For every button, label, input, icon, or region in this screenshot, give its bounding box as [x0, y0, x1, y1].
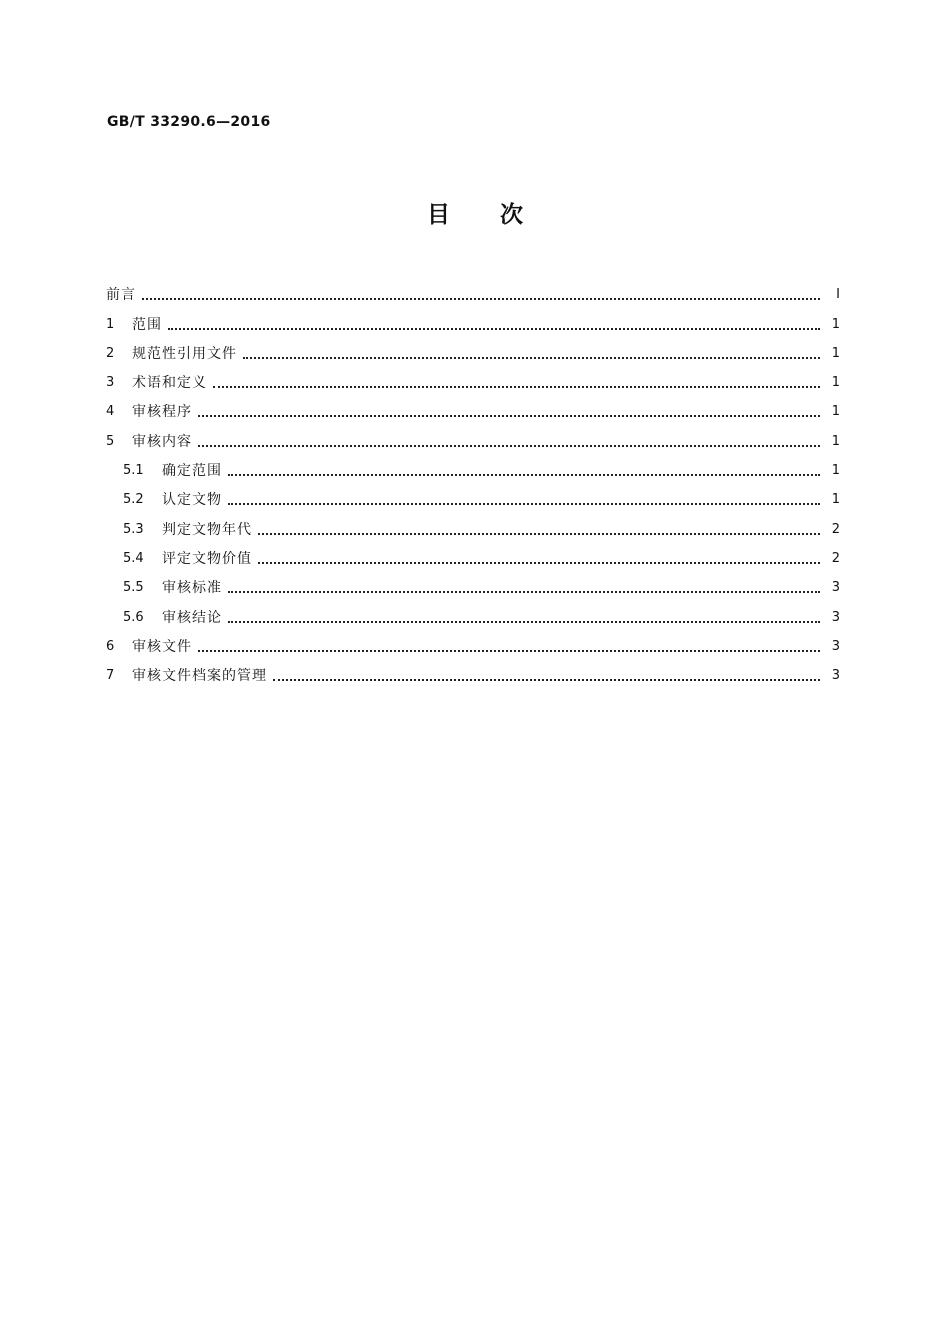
- toc-entry-label: 审核文件: [132, 638, 192, 655]
- standard-code: GB/T 33290.6—2016: [107, 114, 271, 130]
- toc-entry-page: 2: [831, 550, 840, 566]
- toc-entry-number: 5: [106, 433, 115, 449]
- toc-entry-label: 审核内容: [132, 433, 192, 450]
- toc-dot-leader: [228, 490, 820, 510]
- toc-entry-label: 审核文件档案的管理: [132, 668, 267, 685]
- toc-entry-page: 1: [831, 345, 840, 361]
- toc-dot-leader: [228, 608, 820, 628]
- toc-entry-number: 1: [106, 316, 115, 332]
- toc-dot-leader: [168, 315, 820, 335]
- toc-entry-label: 评定文物价值: [162, 550, 252, 567]
- toc-dot-leader: [228, 461, 820, 481]
- toc-entry-page: 1: [831, 463, 840, 479]
- toc-entry-number: 5.5: [123, 580, 144, 596]
- toc-entry-page: 3: [831, 638, 840, 654]
- toc-dot-leader: [142, 285, 820, 305]
- toc-entry-page: 2: [831, 521, 840, 537]
- toc-entry-label: 规范性引用文件: [132, 345, 237, 362]
- toc-dot-leader: [198, 637, 820, 657]
- toc-entry-number: 4: [106, 404, 115, 420]
- toc-entry[interactable]: [106, 481, 840, 510]
- toc-entry[interactable]: [106, 569, 840, 598]
- toc-dot-leader: [258, 549, 820, 569]
- toc-dot-leader: [228, 578, 820, 598]
- toc-entry-label: 认定文物: [162, 492, 222, 509]
- toc-entry-page: 3: [831, 580, 840, 596]
- toc-entry-page: 1: [831, 316, 840, 332]
- table-of-contents: [106, 276, 840, 686]
- toc-entry-page: 1: [831, 433, 840, 449]
- toc-entry-number: 5.3: [123, 521, 144, 537]
- toc-entry[interactable]: [106, 393, 840, 422]
- toc-entry[interactable]: [106, 364, 840, 393]
- toc-entry-number: 6: [106, 638, 115, 654]
- toc-entry[interactable]: [106, 540, 840, 569]
- toc-entry-label: 判定文物年代: [162, 521, 252, 538]
- toc-entry-page: 1: [831, 375, 840, 391]
- toc-dot-leader: [198, 432, 820, 452]
- toc-entry-label: 审核程序: [132, 404, 192, 421]
- toc-entry-number: 5.2: [123, 492, 144, 508]
- toc-dot-leader: [213, 373, 820, 393]
- toc-entry-number: 5.1: [123, 463, 144, 479]
- toc-entry-number: 5.6: [123, 609, 144, 625]
- toc-dot-leader: [273, 666, 820, 686]
- toc-entry-page: 1: [831, 492, 840, 508]
- toc-entry-number: 5.4: [123, 550, 144, 566]
- toc-entry-page: 1: [831, 404, 840, 420]
- toc-dot-leader: [258, 520, 820, 540]
- toc-entry-page: 3: [831, 668, 840, 684]
- toc-dot-leader: [198, 402, 820, 422]
- toc-entry[interactable]: [106, 657, 840, 686]
- toc-entry-label: 审核标准: [162, 580, 222, 597]
- toc-entry[interactable]: [106, 305, 840, 334]
- toc-entry-number: 3: [106, 375, 115, 391]
- toc-entry-label: 审核结论: [162, 609, 222, 626]
- toc-entry[interactable]: [106, 422, 840, 451]
- toc-entry-page: Ⅰ: [836, 287, 840, 303]
- toc-entry[interactable]: [106, 628, 840, 657]
- toc-entry-label: 范围: [132, 316, 162, 333]
- toc-entry-label: 确定范围: [162, 463, 222, 480]
- toc-entry[interactable]: [106, 510, 840, 539]
- page-title: 目次: [427, 202, 573, 228]
- toc-entry-number: 2: [106, 345, 115, 361]
- toc-entry[interactable]: [106, 335, 840, 364]
- toc-entry-number: 7: [106, 668, 115, 684]
- toc-entry[interactable]: [106, 598, 840, 627]
- toc-entry-page: 3: [831, 609, 840, 625]
- toc-entry-label: 前言: [106, 287, 136, 304]
- toc-entry[interactable]: [106, 276, 840, 305]
- toc-entry[interactable]: [106, 452, 840, 481]
- toc-dot-leader: [243, 344, 820, 364]
- toc-entry-label: 术语和定义: [132, 375, 207, 392]
